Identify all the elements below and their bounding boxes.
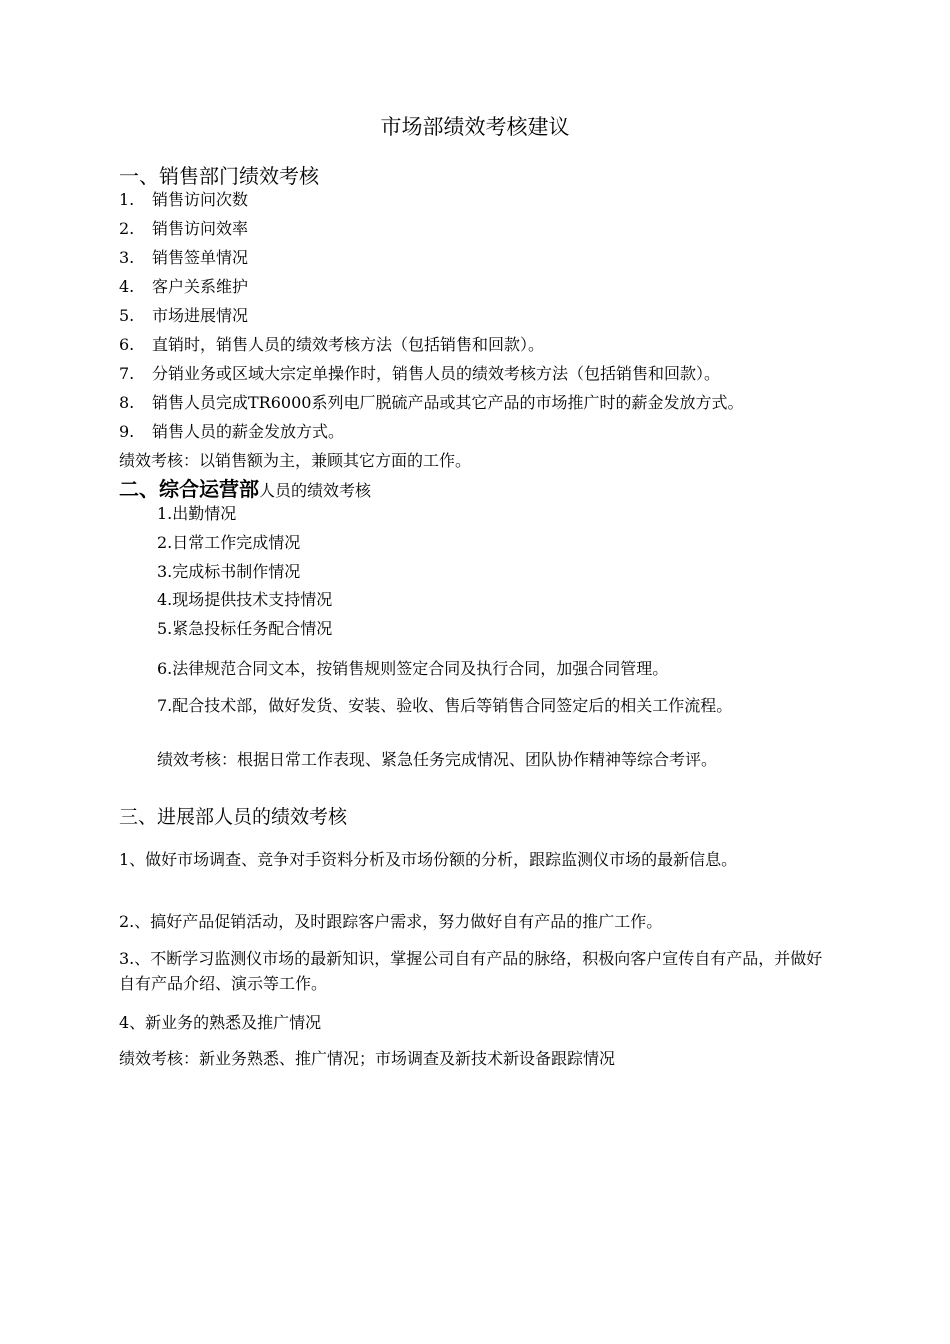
section3-summary: 绩效考核：新业务熟悉、推广情况；市场调查及新技术新设备跟踪情况 bbox=[119, 1049, 616, 1068]
section1-heading bbox=[119, 163, 319, 189]
section1-summary: 绩效考核：以销售额为主，兼顾其它方面的工作。 bbox=[119, 451, 472, 470]
section3-item: 2.、搞好产品促销活动，及时跟踪客户需求，努力做好自有产品的推广工作。 bbox=[119, 912, 663, 931]
document-title: 市场部绩效考核建议 bbox=[380, 115, 570, 139]
section1-item: 7. 分销业务或区域大宗定单操作时，销售人员的绩效考核方法（包括销售和回款）。 bbox=[119, 364, 721, 383]
section1-item: 3. 销售签单情况 bbox=[119, 248, 249, 267]
section3-item: 4、新业务的熟悉及推广情况 bbox=[119, 1013, 322, 1032]
section1-item: 9. 销售人员的薪金发放方式。 bbox=[119, 422, 345, 441]
section3-item: 3.、不断学习监测仪市场的最新知识，掌握公司自有产品的脉络，积极向客户宣传自有产品，并做好自有产品介绍、演示等工作。 bbox=[119, 949, 823, 993]
section1-item: 4. 客户关系维护 bbox=[119, 277, 249, 296]
section1-item: 1. 销售访问次数 bbox=[119, 190, 249, 209]
section2-heading-bold: 二、综合运营部 bbox=[119, 477, 259, 501]
section2-summary: 绩效考核：根据日常工作表现、紧急任务完成情况、团队协作精神等综合考评。 bbox=[157, 750, 718, 769]
section2-heading-rest: 人员的绩效考核 bbox=[259, 481, 372, 500]
section3-item: 1、做好市场调查、竞争对手资料分析及市场份额的分析，跟踪监测仪市场的最新信息。 bbox=[119, 850, 738, 869]
section2-item: 7.配合技术部，做好发货、安装、验收、售后等销售合同签定后的相关工作流程。 bbox=[157, 696, 733, 715]
section2-item: 6.法律规范合同文本，按销售规则签定合同及执行合同，加强合同管理。 bbox=[157, 659, 669, 678]
section1-item: 2. 销售访问效率 bbox=[119, 219, 249, 238]
section2-item: 3.完成标书制作情况 bbox=[157, 562, 301, 581]
section1-item: 8. 销售人员完成TR6000系列电厂脱硫产品或其它产品的市场推广时的薪金发放方式。 bbox=[119, 393, 744, 412]
section2-item: 4.现场提供技术支持情况 bbox=[157, 590, 333, 609]
section2-heading bbox=[119, 476, 371, 504]
section1-item: 6. 直销时，销售人员的绩效考核方法（包括销售和回款）。 bbox=[119, 335, 545, 354]
section2-item: 5.紧急投标任务配合情况 bbox=[157, 619, 333, 638]
section2-item: 2.日常工作完成情况 bbox=[157, 533, 301, 552]
section2-item: 1.出勤情况 bbox=[157, 504, 237, 523]
section1-heading-text: 一、销售部门绩效考核 bbox=[119, 164, 319, 188]
section3-heading: 三、进展部人员的绩效考核 bbox=[119, 806, 348, 828]
section1-item: 5. 市场进展情况 bbox=[119, 306, 249, 325]
